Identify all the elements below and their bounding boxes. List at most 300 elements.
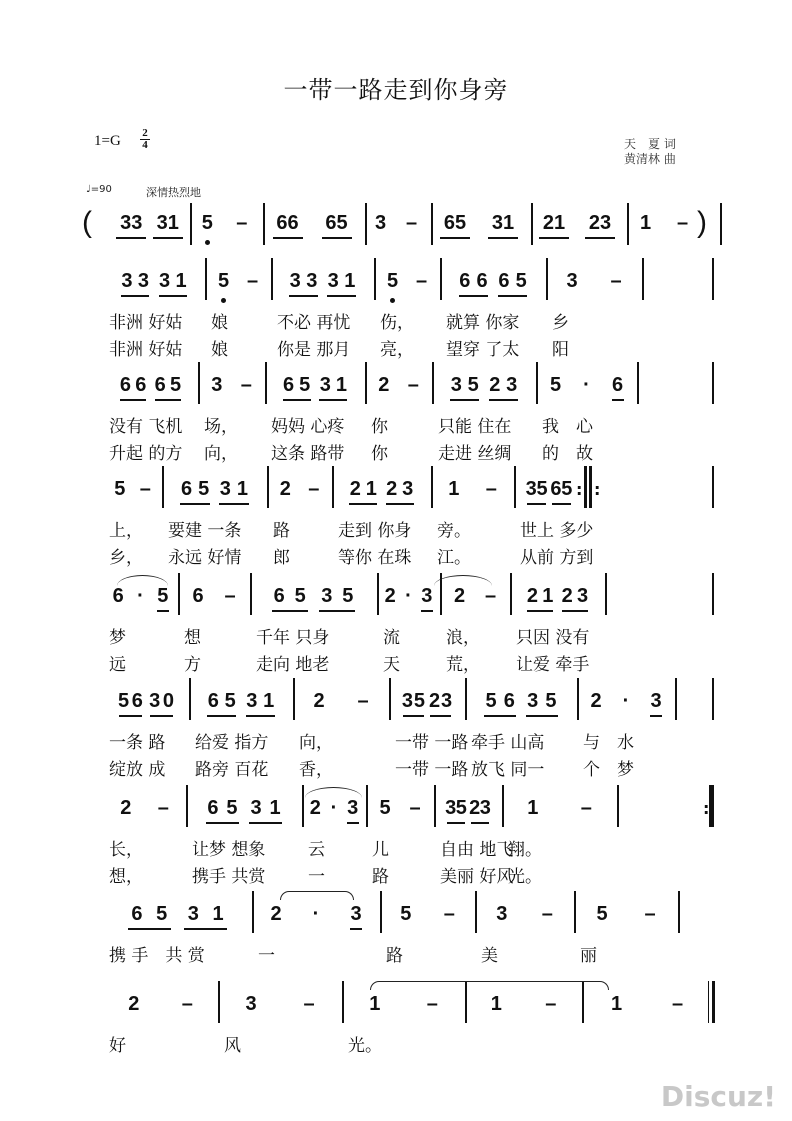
dash: –	[308, 478, 320, 500]
lyric: 娘	[211, 313, 228, 333]
note: 2	[453, 585, 466, 607]
note: 6	[476, 270, 488, 292]
underline	[322, 237, 352, 239]
note: 5	[157, 585, 169, 607]
underline	[539, 237, 569, 239]
note: 3	[289, 270, 301, 292]
note: 2	[309, 797, 321, 819]
bar-line	[189, 678, 191, 720]
dot: ·	[622, 690, 630, 712]
watermark: Discuz!	[660, 1080, 776, 1113]
lyric: 香，	[299, 760, 333, 780]
bar-line	[475, 891, 477, 933]
lyric: 升起 的方	[109, 444, 183, 464]
lyric: 的 故	[542, 444, 593, 464]
lyric: 郎	[273, 548, 290, 568]
low-octave-dot	[390, 298, 395, 303]
underline	[440, 237, 470, 239]
lyric: 就算 你家	[446, 313, 520, 333]
note: 3	[149, 690, 161, 712]
lyric: 向，	[299, 733, 333, 753]
lyric: 妈妈 心疼	[271, 417, 345, 437]
note: 3	[245, 993, 257, 1015]
dash: –	[139, 478, 151, 500]
dash: –	[246, 270, 259, 292]
lyric: 个 梦	[583, 760, 634, 780]
note: 5	[156, 903, 168, 925]
note: 6	[207, 690, 219, 712]
bar-line	[637, 362, 639, 404]
dash: –	[357, 690, 369, 712]
lyric: 携手 共赏	[192, 867, 266, 887]
bar-line	[514, 466, 516, 508]
lyric: 一	[308, 867, 325, 887]
note: 5	[114, 478, 126, 500]
dash: –	[580, 797, 592, 819]
bar-line	[198, 362, 200, 404]
note: 6	[112, 585, 124, 607]
lyric: 携 手 共 赏	[109, 946, 205, 966]
underline	[447, 822, 465, 824]
lyric: 等你 在珠	[338, 548, 412, 568]
lyric: 你	[371, 444, 388, 464]
note: 5	[379, 797, 391, 819]
underline	[272, 610, 308, 612]
slur	[305, 787, 362, 798]
lyric: 让爱 牵手	[516, 655, 590, 675]
dot: ·	[137, 585, 144, 607]
dash: –	[224, 585, 236, 607]
lyric: 这条 路带	[271, 444, 345, 464]
underline	[526, 715, 558, 717]
time-signature	[140, 128, 150, 151]
note: 1	[490, 993, 502, 1015]
bar-line	[465, 678, 467, 720]
note: 2	[128, 993, 140, 1015]
lyric: 牵手 山高	[471, 733, 545, 753]
lyric: 路	[386, 946, 403, 966]
lyricist: 天 夏 词	[624, 137, 676, 151]
note: 2	[469, 797, 481, 819]
bar-line	[720, 203, 722, 245]
tie	[370, 981, 609, 990]
note: 2	[386, 478, 398, 500]
bar-line	[440, 258, 442, 300]
lyric: 一条 路	[109, 733, 166, 753]
dash: –	[426, 993, 438, 1015]
underline	[119, 715, 143, 717]
lyric: 旁。	[437, 521, 471, 541]
underline	[184, 928, 227, 930]
note: 5	[485, 690, 497, 712]
note: 1	[236, 478, 248, 500]
note: 3	[525, 478, 537, 500]
lyric: 想	[184, 628, 201, 648]
bar-line	[190, 203, 192, 245]
underline	[120, 399, 146, 401]
bar-line	[502, 785, 504, 827]
lyric: 要建 一条	[168, 521, 242, 541]
note: 2	[313, 690, 325, 712]
song-title: 一带一路走到你身旁	[283, 76, 509, 104]
note: 6	[192, 585, 204, 607]
dash: –	[545, 993, 557, 1015]
lyric: 乡	[552, 313, 569, 333]
bar-line	[712, 678, 714, 720]
bar-line	[377, 573, 379, 615]
lyric: 路	[372, 867, 389, 887]
lyric: 风	[224, 1036, 241, 1056]
underline	[319, 399, 347, 401]
lyric: 一带 一路	[395, 760, 469, 780]
lyric: 你是 那月	[277, 340, 351, 360]
note: 3	[441, 690, 453, 712]
note: 5	[386, 270, 399, 292]
bar-line	[712, 466, 714, 508]
note: 2	[429, 690, 441, 712]
bar-line	[712, 573, 714, 615]
bar-line	[365, 362, 367, 404]
note: 1	[269, 797, 281, 819]
underline	[421, 610, 433, 612]
note-group: 65	[325, 212, 348, 234]
bar-line	[380, 891, 382, 933]
note: 2	[526, 585, 538, 607]
close-paren: )	[697, 206, 707, 239]
underline	[128, 928, 171, 930]
lyric: 美	[481, 946, 498, 966]
final-bar	[712, 981, 715, 1023]
note: 3	[566, 270, 578, 292]
repeat-bar	[585, 466, 587, 508]
note: 1	[212, 903, 224, 925]
lyric: 走进 丝绸	[438, 444, 512, 464]
dash: –	[157, 797, 169, 819]
end-bar	[709, 785, 712, 827]
note: 6	[154, 374, 166, 396]
note: 2	[279, 478, 291, 500]
note: 6	[282, 374, 295, 396]
bar-line	[250, 573, 252, 615]
note: 2	[590, 690, 602, 712]
lyric: 不必 再忧	[277, 313, 351, 333]
lyric: 娘	[211, 340, 228, 360]
underline	[207, 715, 236, 717]
lyric: 场，	[204, 417, 238, 437]
bar-line	[178, 573, 180, 615]
note: 0	[162, 690, 175, 712]
note: 3	[496, 903, 508, 925]
note: 3	[158, 270, 171, 292]
note: 6	[459, 270, 471, 292]
bar-line	[342, 981, 344, 1023]
underline	[612, 399, 624, 401]
lyric: 望穿 了太	[446, 340, 520, 360]
note: 3	[219, 478, 231, 500]
underline	[150, 715, 174, 717]
dot: ·	[330, 797, 338, 819]
dash: –	[541, 903, 553, 925]
underline	[180, 503, 209, 505]
bar-line	[712, 785, 714, 827]
lyric: 上，	[109, 521, 143, 541]
bar-line	[617, 785, 619, 827]
underline	[498, 295, 528, 297]
underline	[527, 503, 546, 505]
note: 6	[135, 374, 147, 396]
dot: ·	[312, 903, 320, 925]
note: 6	[273, 585, 285, 607]
dash: –	[303, 993, 315, 1015]
lyric: 非洲 好姑	[109, 313, 183, 333]
lyric: 云	[308, 840, 325, 860]
repeat-dots: :	[594, 480, 601, 499]
note: 3	[650, 690, 662, 712]
dash: –	[610, 270, 622, 292]
note: 1	[263, 690, 275, 712]
bar-line	[642, 258, 644, 300]
note: 2	[384, 585, 396, 607]
key-signature: 1=G	[94, 133, 121, 149]
underline	[349, 503, 377, 505]
bar-line	[712, 362, 714, 404]
underline	[386, 503, 414, 505]
lyric: 梦	[109, 628, 126, 648]
note: 5	[224, 690, 236, 712]
dash: –	[409, 797, 421, 819]
lyric: 好	[109, 1036, 126, 1056]
note: 3	[306, 270, 318, 292]
dash: –	[240, 374, 252, 396]
dash: –	[644, 903, 656, 925]
underline	[289, 295, 318, 297]
bar-line	[263, 203, 265, 245]
lyric: 走到 你身	[338, 521, 412, 541]
bar-line	[265, 362, 267, 404]
note: 1	[542, 585, 554, 607]
time-sig-bottom: 4	[142, 139, 148, 151]
underline	[459, 295, 489, 297]
lyric: 只能 住在	[438, 417, 512, 437]
note: 3	[527, 690, 539, 712]
note: 6	[207, 797, 219, 819]
note: 1	[365, 478, 377, 500]
tie	[280, 891, 354, 900]
note: 5	[201, 212, 213, 234]
underline	[403, 715, 424, 717]
lyric: 亮，	[380, 340, 414, 360]
note: 3	[479, 797, 491, 819]
note-group: 31	[491, 212, 515, 234]
note: 3	[347, 797, 359, 819]
note: 6	[119, 374, 131, 396]
bar-line	[574, 891, 576, 933]
underline	[488, 237, 518, 239]
dash: –	[407, 374, 419, 396]
bar-line	[546, 258, 548, 300]
note-group: 33	[120, 212, 143, 234]
underline	[484, 715, 516, 717]
bar-line	[205, 258, 207, 300]
note: 2	[270, 903, 282, 925]
note: 6	[181, 478, 193, 500]
dash: –	[181, 993, 193, 1015]
note: 5	[217, 270, 230, 292]
bar-line	[389, 678, 391, 720]
lyric: 只因 没有	[516, 628, 590, 648]
lyric: 千年 只身	[256, 628, 330, 648]
credits	[624, 137, 676, 167]
note: 5	[467, 374, 479, 396]
note: 6	[611, 374, 624, 396]
lyric: 流	[383, 628, 400, 648]
expression-marking: 深情热烈地	[146, 186, 201, 199]
bar-line	[293, 678, 295, 720]
note: 2	[349, 478, 361, 500]
repeat-dots: :	[576, 480, 583, 499]
bar-line	[365, 203, 367, 245]
note: 3	[374, 212, 387, 234]
lyric: 绽放 成	[109, 760, 166, 780]
lyric: 丽	[580, 946, 597, 966]
note: 5	[596, 903, 608, 925]
time-sig-top: 2	[142, 127, 148, 139]
note-group: 65	[443, 212, 467, 234]
underline	[249, 822, 282, 824]
note: 5	[455, 797, 467, 819]
bar-line	[332, 466, 334, 508]
note: 2	[489, 374, 501, 396]
bar-line	[536, 362, 538, 404]
bar-line	[434, 785, 436, 827]
lyric: 世上 多少	[520, 521, 594, 541]
underline	[430, 715, 451, 717]
underline	[206, 822, 239, 824]
underline	[319, 610, 355, 612]
composer: 黄清林 曲	[624, 152, 676, 166]
bar-line	[577, 678, 579, 720]
note: 5	[561, 478, 573, 500]
repeat-dots: :	[703, 799, 710, 818]
underline	[450, 399, 479, 401]
note: 3	[350, 903, 362, 925]
bar-line	[432, 362, 434, 404]
dash: –	[676, 212, 689, 234]
note-group: 21	[542, 212, 566, 234]
note: 2	[120, 797, 132, 819]
note: 1	[448, 478, 460, 500]
low-octave-dot	[205, 240, 210, 245]
underline	[489, 399, 518, 401]
low-octave-dot	[221, 298, 226, 303]
slur	[117, 575, 168, 586]
note: 6	[503, 690, 515, 712]
underline	[121, 295, 150, 297]
bar-line	[162, 466, 164, 508]
lyric: 路	[273, 521, 290, 541]
note: 5	[549, 374, 562, 396]
note: 3	[576, 585, 589, 607]
bar-line	[431, 203, 433, 245]
underline	[347, 822, 359, 824]
bar-line	[218, 981, 220, 1023]
lyric: 江。	[437, 548, 471, 568]
lyric: 永远 好情	[168, 548, 242, 568]
note: 3	[506, 374, 518, 396]
lyric: 浪，	[446, 628, 480, 648]
lyric: 与 水	[583, 733, 634, 753]
lyric: 没有 飞机	[109, 417, 183, 437]
final-bar	[708, 981, 709, 1023]
open-paren: (	[82, 206, 92, 239]
dash: –	[443, 903, 455, 925]
bar-line	[374, 258, 376, 300]
dash: –	[484, 585, 497, 607]
note: 3	[319, 374, 331, 396]
lyric: 方	[184, 655, 201, 675]
note: 6	[550, 478, 562, 500]
lyric: 非洲 好姑	[109, 340, 183, 360]
note: 5	[400, 903, 412, 925]
lyric: 光。	[348, 1036, 382, 1056]
note: 3	[402, 478, 414, 500]
lyric: 自由 地飞	[440, 840, 514, 860]
bar-line	[252, 891, 254, 933]
note: 1	[335, 374, 348, 396]
bar-line	[366, 785, 368, 827]
dash: –	[236, 212, 248, 234]
lyric: 我 心	[542, 417, 593, 437]
dot: ·	[583, 374, 590, 396]
lyric: 长，	[109, 840, 143, 860]
lyric: 给爱 指方	[195, 733, 269, 753]
bar-line	[186, 785, 188, 827]
note: 5	[294, 585, 306, 607]
note: 1	[344, 270, 356, 292]
bar-line	[271, 258, 273, 300]
note: 3	[321, 585, 333, 607]
note-group: 23	[588, 212, 612, 234]
note: 3	[121, 270, 133, 292]
note: 1	[175, 270, 187, 292]
underline	[471, 822, 489, 824]
note: 3	[211, 374, 223, 396]
note: 1	[527, 797, 539, 819]
lyric: 你	[371, 417, 388, 437]
note: 3	[450, 374, 462, 396]
note: 2	[378, 374, 390, 396]
lyric: 远	[109, 655, 126, 675]
note: 5	[342, 585, 354, 607]
bar-line	[712, 258, 714, 300]
note: 5	[413, 690, 425, 712]
bar-line	[627, 203, 629, 245]
underline	[159, 295, 188, 297]
note: 6	[131, 903, 143, 925]
underline	[552, 503, 571, 505]
note: 1	[369, 993, 381, 1015]
note: 3	[401, 690, 413, 712]
note: 3	[421, 585, 433, 607]
dash: –	[485, 478, 497, 500]
bar-line	[510, 573, 512, 615]
note: 2	[561, 585, 573, 607]
note: 3	[246, 690, 258, 712]
bar-line	[531, 203, 533, 245]
note: 1	[610, 993, 623, 1015]
note: 3	[445, 797, 457, 819]
lyric: 一带 一路	[395, 733, 469, 753]
